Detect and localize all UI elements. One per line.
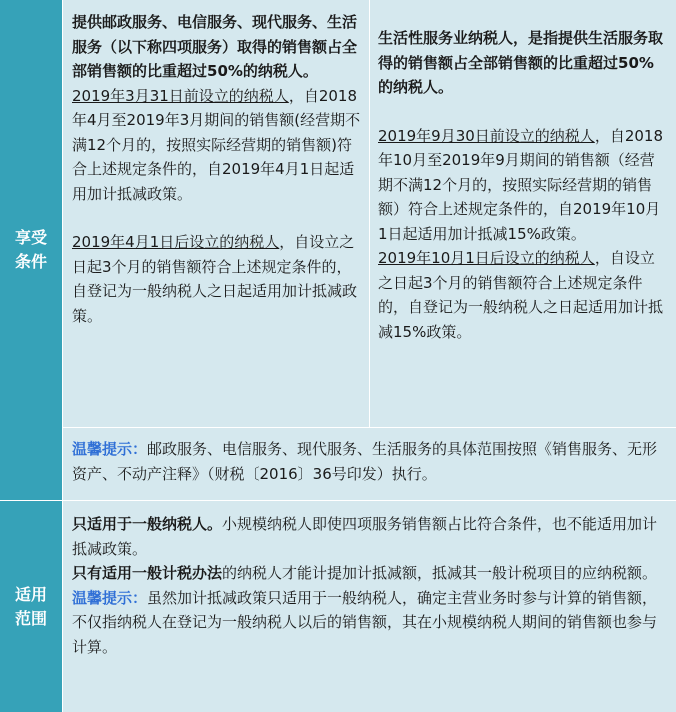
row2-p2-bold: 只有适用一般计税办法 — [72, 564, 223, 582]
row2-cell — [72, 512, 670, 659]
right-paragraph-2 — [378, 246, 668, 344]
row1-label — [0, 0, 62, 500]
row2-p1-bold: 只适用于一般纳税人。 — [72, 515, 223, 533]
left-p2-text: ，自设立之日起3个月的销售额符合上述规定条件的，自登记为一般纳税人之日起适用加计抵减政策。 — [72, 233, 358, 325]
row-divider — [0, 500, 676, 501]
row1-tip — [72, 437, 670, 487]
row2-tip — [72, 586, 670, 660]
row1-label-line2: 条件 — [14, 252, 47, 271]
row1-inner-divider — [63, 427, 676, 428]
row2-label-line1: 适用 — [14, 584, 47, 604]
left-p1-text: ，自2018年4月至2019年3月期间的销售额(经营期不满12个月的，按照实际经营期的销售额)符合上述规定条件的，自2019年4月1日起适用加计抵减政策。 — [72, 86, 361, 203]
right-p2-text: ，自设立之日起3个月的销售额符合上述规定条件的，自登记为一般纳税人之日起适用加计抵减15%政策。 — [378, 249, 664, 341]
row1-label-line1: 享受 — [14, 228, 47, 247]
right-paragraph-1 — [378, 124, 668, 247]
right-p1-date: 2019年9月30日前设立的纳税人 — [378, 126, 595, 145]
row2-p2-text: 的纳税人才能计提加计抵减额，抵减其一般计税项目的应纳税额。 — [222, 564, 658, 582]
left-paragraph-1 — [72, 84, 362, 207]
left-heading: 提供邮政服务、电信服务、现代服务、生活服务（以下称四项服务）取得的销售额占全部销售额的比重超过50%的纳税人。 — [72, 13, 358, 80]
right-heading: 生活性服务业纳税人，是指提供生活服务取得的销售额占全部销售额的比重超过50%的纳税人。 — [378, 29, 664, 96]
right-p2-date: 2019年10月1日后设立的纳税人 — [378, 249, 595, 267]
row2-label-line2: 范围 — [14, 608, 47, 628]
row2-p1-text: 小规模纳税人即使四项服务销售额占比符合条件，也不能适用加计抵减政策。 — [72, 515, 658, 558]
row1-right-cell — [378, 26, 668, 344]
left-paragraph-2 — [72, 230, 362, 328]
row1-tip-label: 温馨提示： — [72, 440, 148, 458]
row1-tip-text: 邮政服务、电信服务、现代服务、生活服务的具体范围按照《销售服务、无形资产、不动产注释》（财税〔2016〕36号印发）执行。 — [72, 440, 658, 483]
row2-tip-label: 温馨提示： — [72, 588, 148, 607]
row1-left-cell — [72, 10, 362, 328]
right-p1-text: ，自2018年10月至2019年9月期间的销售额（经营期不满12个月的，按照实际经营期的销售额）符合上述规定条件的，自2019年10月1日起适用加计抵减15%政策。 — [378, 126, 663, 243]
left-p2-date: 2019年4月1日后设立的纳税人 — [72, 233, 280, 251]
row2-paragraph-1 — [72, 512, 670, 561]
row2-paragraph-2 — [72, 561, 670, 586]
left-p1-date: 2019年3月31日前设立的纳税人 — [72, 86, 289, 105]
column-divider — [369, 0, 370, 427]
row2-label — [0, 501, 62, 712]
row2-tip-text: 虽然加计抵减政策只适用于一般纳税人，确定主营业务时参与计算的销售额，不仅指纳税人在登记为一般纳税人以后的销售额，其在小规模纳税人期间的销售额也参与计算。 — [72, 588, 658, 656]
